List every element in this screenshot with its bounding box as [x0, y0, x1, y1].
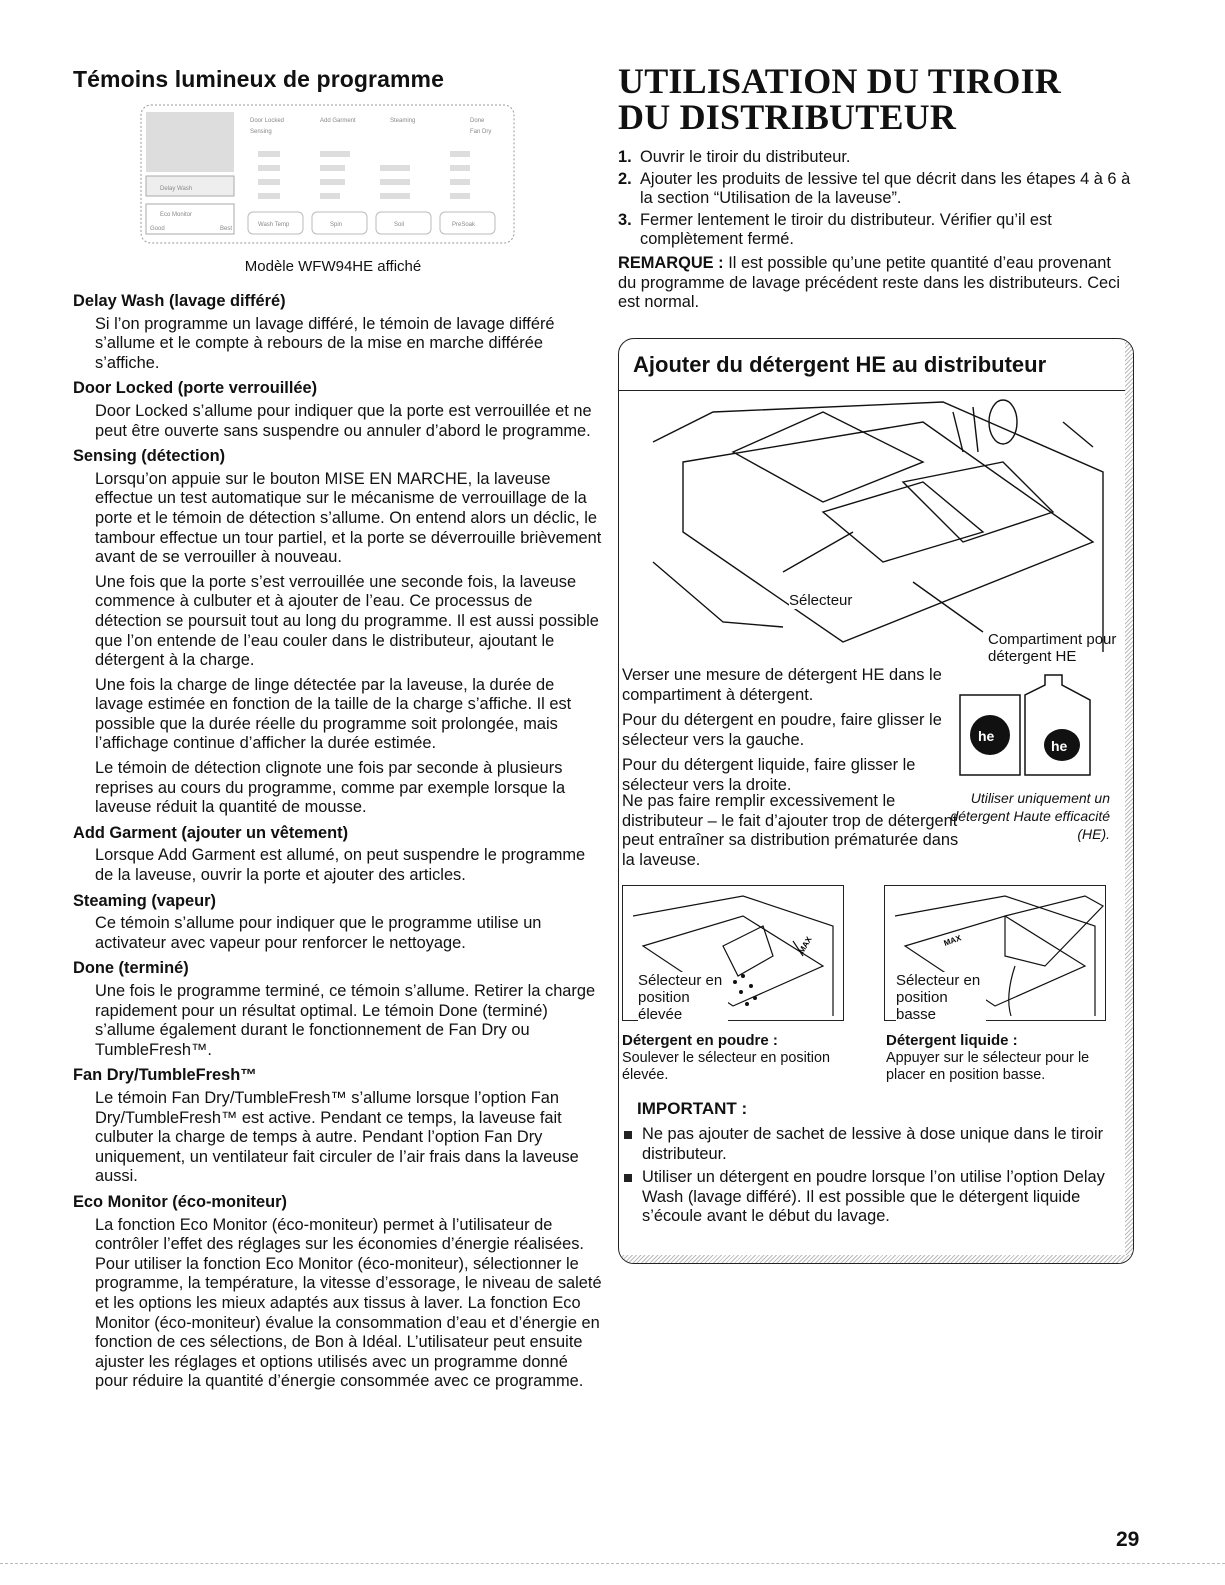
- panel-door-locked-label: Door Locked: [250, 118, 285, 124]
- powder-detergent-caption: [622, 1032, 852, 1084]
- page-number: 29: [1116, 1528, 1140, 1551]
- dispenser-steps: [618, 148, 1133, 313]
- step-text: Fermer lentement le tiroir du distributeur. Vérifier qu’il est complètement fermé.: [640, 210, 1052, 249]
- pour-line: Pour du détergent liquide, faire glisser le sélecteur vers la droite.: [622, 756, 916, 794]
- title-line-1: UTILISATION DU TIROIR: [618, 61, 1061, 101]
- panel-best-label: Best: [220, 226, 233, 232]
- selector-label: Sélecteur: [789, 592, 853, 609]
- panel-fan-dry-label: Fan Dry: [470, 129, 492, 135]
- paragraph: Door Locked s’allume pour indiquer que la porte est verrouillée et ne peut être ouverte sans suspendre ou annuler d’abord le programme.: [95, 401, 592, 440]
- bullet-item: [624, 1168, 1114, 1227]
- heading-steaming: Steaming (vapeur): [73, 891, 216, 910]
- pour-line: Verser une mesure de détergent HE dans le compartiment à détergent.: [622, 666, 942, 704]
- box-shadow-right: [1125, 339, 1133, 1263]
- section-door-locked: [73, 379, 603, 441]
- heading-delay-wash: Delay Wash (lavage différé): [73, 292, 286, 310]
- paragraph: Une fois la charge de linge détectée par la laveuse, la durée de lavage estimée en fonction de la taille de la charge s’affiche. Il est possible que la durée réelle du programme soit prolongée, mais l’affichage continue d’afficher la durée estimée.: [95, 675, 572, 753]
- step-number: 3.: [618, 210, 632, 229]
- panel-soil-label: Soil: [394, 222, 405, 228]
- bullet-square-icon: [624, 1174, 632, 1182]
- panel-delay-wash-label: Delay Wash: [160, 186, 193, 192]
- panel-spin-label: Spin: [330, 222, 343, 228]
- panel-presoak-label: PreSoak: [452, 222, 476, 228]
- step-item: [618, 148, 1133, 168]
- panel-add-garment-label: Add Garment: [320, 118, 356, 124]
- heading-fan-dry: Fan Dry/TumbleFresh™: [73, 1066, 257, 1085]
- pour-instructions: [622, 666, 942, 802]
- step-number: 2.: [618, 169, 632, 188]
- panel-good-label: Good: [150, 226, 165, 232]
- paragraph: Une fois que la porte s’est verrouillée une seconde fois, la laveuse commence à culbuter et à ajouter de l’eau. Ce processus de détection se poursuit tout au long du programme. Il est aussi possible que l’on entende de l’eau couler dans le distributeur, ajoutant le détergent à la charge.: [95, 572, 599, 670]
- he-only-note: Utiliser uniquement un détergent Haute efficacité (HE).: [950, 790, 1110, 842]
- section-title-indicator-lights: Témoins lumineux de programme: [73, 66, 444, 92]
- paragraph: Une fois le programme terminé, ce témoin s’allume. Retirer la charge rapidement pour un résultat optimal. Le témoin Done (terminé) s’allume également durant le fonctionnement de Fan Dry ou TumbleFresh™.: [95, 982, 596, 1059]
- step-text: Ajouter les produits de lessive tel que décrit dans les étapes 4 à 6 à la section “Utilisation de la laveuse”.: [640, 169, 1131, 208]
- panel-wash-temp-label: Wash Temp: [258, 222, 290, 228]
- he-logo-2: he: [1051, 738, 1068, 754]
- thumb2-label: Sélecteur en position basse: [896, 972, 986, 1023]
- section-eco-monitor: [73, 1193, 603, 1392]
- liquid-detergent-caption: [886, 1032, 1116, 1084]
- heading-done: Done (terminé): [73, 959, 189, 978]
- section-done: [73, 959, 603, 1060]
- panel-caption: Modèle WFW94HE affiché: [244, 258, 422, 275]
- section-delay-wash: [73, 292, 603, 373]
- paragraph: La fonction Eco Monitor (éco-moniteur) permet à l’utilisateur de contrôler l’effet des réglages sur les économies d’énergie réalisées. Pour utiliser la fonction Eco Monitor (éco-moniteur), sélectionner le programme, la température, la vitesse d’essorage, le niveau de saleté et les options les mieux adaptés aux tissus à laver. La fonction Eco Monitor (éco-moniteur) évalue la consommation d’eau et d’énergie en fonction de ces sélections, de Bon à Idéal. L’utilisateur peut ensuite ajuster les réglages et options utilisés avec un programme donné pour réduire la quantité d’énergie consommée avec ce programme.: [95, 1215, 602, 1391]
- box-title: Ajouter du détergent HE au distributeur: [619, 339, 1133, 391]
- powder-text: Soulever le sélecteur en position élevée.: [622, 1050, 830, 1083]
- title-line-2: DU DISTRIBUTEUR: [618, 97, 957, 137]
- liquid-text: Appuyer sur le sélecteur pour le placer en position basse.: [886, 1050, 1090, 1083]
- step-item: [618, 211, 1133, 250]
- bullet-text: Utiliser un détergent en poudre lorsque l’on utilise l’option Delay Wash (lavage différé). Il est possible que le détergent liquide s’écoule avant le début du lavage.: [642, 1168, 1105, 1226]
- panel-done-label: Done: [470, 118, 485, 124]
- dispenser-drawer-illustration: [623, 392, 1126, 660]
- bullet-text: Ne pas ajouter de sachet de lessive à dose unique dans le tiroir distributeur.: [642, 1125, 1104, 1163]
- important-bullets: [624, 1125, 1114, 1231]
- control-panel-illustration: [140, 104, 515, 244]
- paragraph: Le témoin de détection clignote une fois par seconde à plusieurs reprises au cours du programme, comme par exemple lorsque la laveuse réduit la quantité de mousse.: [95, 759, 566, 817]
- important-heading: IMPORTANT :: [637, 1099, 748, 1118]
- remark-label: REMARQUE :: [618, 253, 724, 272]
- max-label-1: MAX: [796, 935, 814, 955]
- panel-steaming-label: Steaming: [390, 118, 416, 124]
- section-steaming: [73, 892, 603, 954]
- remark-text: Il est possible qu’une petite quantité d’eau provenant du programme de lavage précédent reste dans les distributeurs. Ceci est normal.: [618, 253, 1121, 312]
- bullet-item: [624, 1125, 1114, 1164]
- max-label-2: MAX: [942, 933, 963, 948]
- panel-eco-monitor-label: Eco Monitor: [160, 212, 193, 218]
- footer-rule: [0, 1563, 1225, 1564]
- paragraph: Si l’on programme un lavage différé, le témoin de lavage différé s’allume et le compte à rebours de la mise en marche différée s’affiche.: [95, 314, 555, 372]
- pour-line: Pour du détergent en poudre, faire glisser le sélecteur vers la gauche.: [622, 711, 942, 749]
- compartment-label: Compartiment pour détergent HE: [988, 631, 1117, 665]
- paragraph: Lorsqu’on appuie sur le bouton MISE EN MARCHE, la laveuse effectue un test automatique sur le mécanisme de verrouillage de la porte et le témoin de détection s’allume. On entend alors un déclic, le tambour effectue un tour partiel, et la porte se déverrouille brièvement avant de se verrouiller à nouveau.: [95, 469, 602, 567]
- section-sensing: [73, 447, 603, 818]
- panel-sensing-label: Sensing: [250, 129, 272, 135]
- heading-add-garment: Add Garment (ajouter un vêtement): [73, 823, 349, 842]
- indicator-descriptions: [73, 286, 603, 1397]
- step-text: Ouvrir le tiroir du distributeur.: [640, 148, 851, 166]
- remark-note: [618, 254, 1133, 313]
- paragraph: Lorsque Add Garment est allumé, on peut suspendre le programme de la laveuse, ouvrir la porte et ajouter des articles.: [95, 846, 586, 885]
- powder-title: Détergent en poudre :: [622, 1032, 778, 1049]
- he-logo-1: he: [978, 728, 995, 744]
- section-add-garment: [73, 824, 603, 886]
- section-title-dispenser: [618, 63, 1061, 135]
- heading-sensing: Sensing (détection): [73, 447, 226, 466]
- box-shadow-bottom: [619, 1255, 1133, 1263]
- liquid-title: Détergent liquide :: [886, 1032, 1018, 1049]
- bullet-square-icon: [624, 1131, 632, 1139]
- thumb1-label: Sélecteur en position élevée: [638, 972, 728, 1023]
- step-number: 1.: [618, 148, 632, 166]
- step-item: [618, 170, 1133, 209]
- section-fan-dry: [73, 1066, 603, 1187]
- paragraph: Ce témoin s’allume pour indiquer que le programme utilise un activateur avec vapeur pour renforcer le nettoyage.: [95, 914, 542, 952]
- heading-eco-monitor: Eco Monitor (éco-moniteur): [73, 1192, 287, 1211]
- he-detergent-bottle-icon: [950, 665, 1100, 785]
- overfill-warning: Ne pas faire remplir excessivement le distributeur – le fait d’ajouter trop de détergent peut entraîner sa distribution prématurée dans la laveuse.: [622, 792, 959, 869]
- paragraph: Le témoin Fan Dry/TumbleFresh™ s’allume lorsque l’option Fan Dry/TumbleFresh™ est active. Pendant ce temps, la laveuse fait culbuter la charge de temps à autre. Pendant l’option Fan Dry uniquement, un ventilateur fait circuler de l’air frais dans la laveuse aussi.: [95, 1088, 579, 1186]
- heading-door-locked: Door Locked (porte verrouillée): [73, 379, 318, 398]
